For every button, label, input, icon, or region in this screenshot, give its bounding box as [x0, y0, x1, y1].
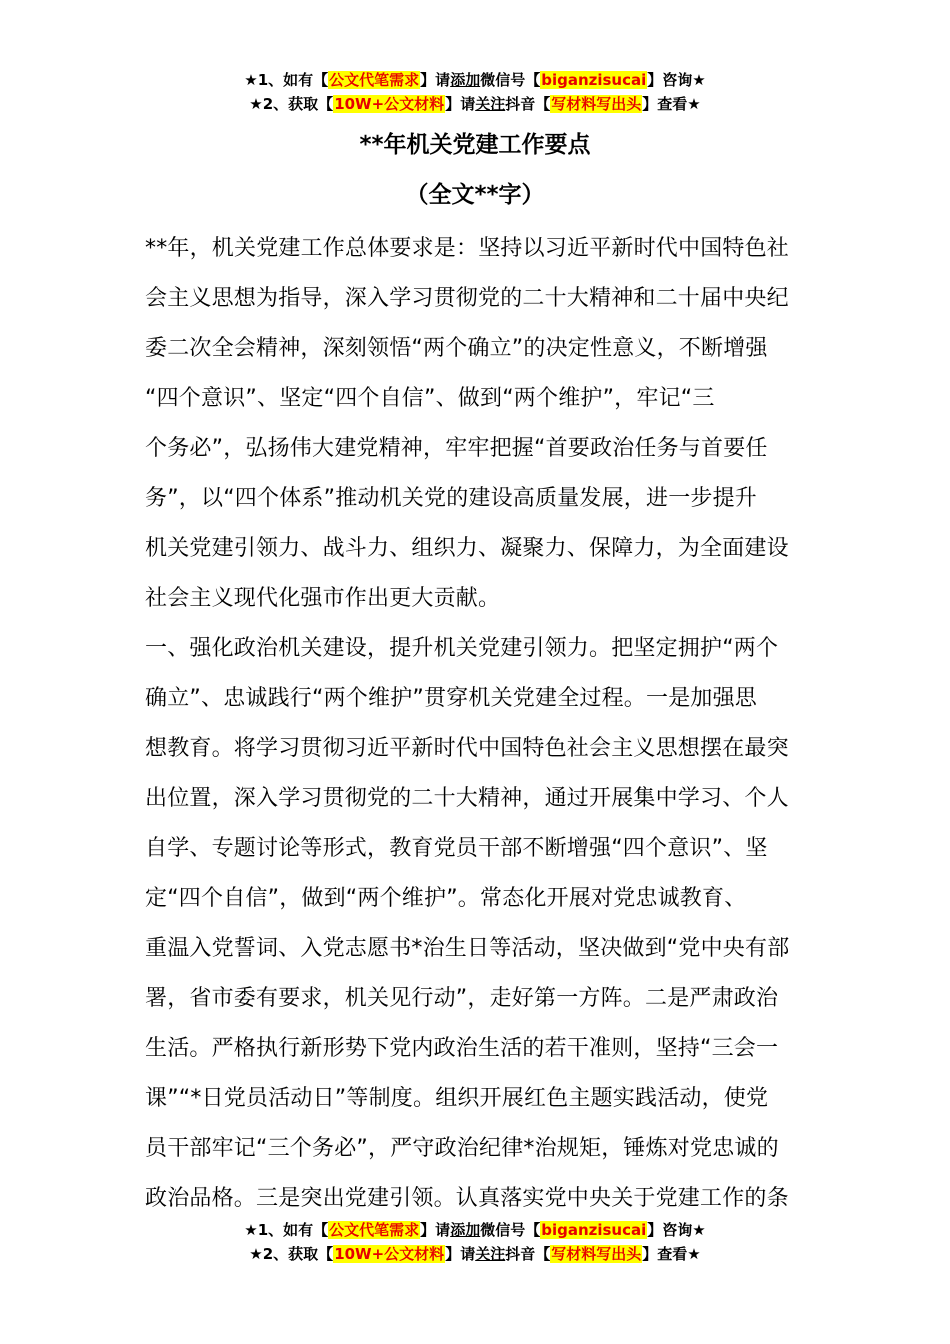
- banner-text: 】查看★: [642, 95, 701, 113]
- body-line: 出位置，深入学习贯彻党的二十大精神，通过开展集中学习、个人: [145, 786, 789, 811]
- banner-text: 】咨询★: [647, 71, 706, 89]
- banner-text: ★2、获取【: [249, 95, 334, 113]
- body-line: 生活。严格执行新形势下党内政治生活的若干准则，坚持“三会一: [145, 1036, 779, 1061]
- body-line: 自学、专题讨论等形式，教育党员干部不断增强“四个意识”、坚: [145, 836, 768, 861]
- footer-banner: [0, 1218, 950, 1266]
- body-line: 机关党建引领力、战斗力、组织力、凝聚力、保障力，为全面建设: [145, 536, 789, 561]
- body-line: **年，机关党建工作总体要求是：坚持以习近平新时代中国特色社: [145, 236, 790, 261]
- banner-text: 】咨询★: [647, 1221, 706, 1239]
- banner-text: 】请: [445, 95, 476, 113]
- banner-text: 抖音【: [505, 95, 551, 113]
- highlighted-materials: 10W+公文材料: [334, 1245, 445, 1263]
- banner-text: 】请: [420, 1221, 451, 1239]
- body-line: 务”，以“四个体系”推动机关党的建设高质量发展，进一步提升: [145, 486, 757, 511]
- banner-text: 】请: [445, 1245, 476, 1263]
- body-line: 想教育。将学习贯彻习近平新时代中国特色社会主义思想摆在最突: [145, 736, 789, 761]
- underlined-add: 添加: [450, 1221, 481, 1239]
- underlined-add: 添加: [450, 71, 481, 89]
- body-line: 课”“*日党员活动日”等制度。组织开展红色主题实践活动，使党: [145, 1086, 769, 1111]
- body-line: 政治品格。三是突出党建引领。认真落实党中央关于党建工作的条: [145, 1186, 789, 1211]
- document-subtitle: （全文**字）: [405, 182, 545, 208]
- header-banner: [0, 68, 950, 116]
- banner-text: 抖音【: [505, 1245, 551, 1263]
- underlined-follow: 关注: [475, 95, 506, 113]
- banner-text: 】请: [420, 71, 451, 89]
- banner-text: 微信号【: [480, 71, 541, 89]
- douyin-account: 写材料写出头: [551, 1245, 642, 1263]
- underlined-follow: 关注: [475, 1245, 506, 1263]
- wechat-id: biganzisucai: [541, 1221, 647, 1239]
- banner-line-2: [0, 92, 950, 116]
- body-line: 会主义思想为指导，深入学习贯彻党的二十大精神和二十届中央纪: [145, 286, 789, 311]
- banner-text: ★1、如有【: [244, 1221, 329, 1239]
- banner-text: 微信号【: [480, 1221, 541, 1239]
- body-line: 确立”、忠诚践行“两个维护”贯穿机关党建全过程。一是加强思: [145, 686, 757, 711]
- document-body: [145, 224, 807, 1224]
- body-line: 个务必”，弘扬伟大建党精神，牢牢把握“首要政治任务与首要任: [145, 436, 768, 461]
- body-line: 社会主义现代化强市作出更大贡献。: [145, 586, 501, 611]
- highlighted-service: 公文代笔需求: [329, 1221, 420, 1239]
- banner-line-2: [0, 1242, 950, 1266]
- body-line: 委二次全会精神，深刻领悟“两个确立”的决定性意义，不断增强: [145, 336, 768, 361]
- document-title: **年机关党建工作要点: [359, 132, 591, 158]
- body-line: “四个意识”、坚定“四个自信”、做到“两个维护”，牢记“三: [145, 386, 715, 411]
- highlighted-service: 公文代笔需求: [329, 71, 420, 89]
- body-line: 一、强化政治机关建设，提升机关党建引领力。把坚定拥护“两个: [145, 636, 779, 661]
- highlighted-materials: 10W+公文材料: [334, 95, 445, 113]
- body-line: 重温入党誓词、入党志愿书*治生日等活动，坚决做到“党中央有部: [145, 936, 790, 961]
- banner-line-1: [0, 68, 950, 92]
- body-line: 员干部牢记“三个务必”，严守政治纪律*治规矩，锤炼对党忠诚的: [145, 1136, 779, 1161]
- wechat-id: biganzisucai: [541, 71, 647, 89]
- body-line: 署，省市委有要求，机关见行动”，走好第一方阵。二是严肃政治: [145, 986, 779, 1011]
- body-line: 定“四个自信”，做到“两个维护”。常态化开展对党忠诚教育、: [145, 886, 747, 911]
- banner-text: ★2、获取【: [249, 1245, 334, 1263]
- banner-line-1: [0, 1218, 950, 1242]
- douyin-account: 写材料写出头: [551, 95, 642, 113]
- banner-text: ★1、如有【: [244, 71, 329, 89]
- banner-text: 】查看★: [642, 1245, 701, 1263]
